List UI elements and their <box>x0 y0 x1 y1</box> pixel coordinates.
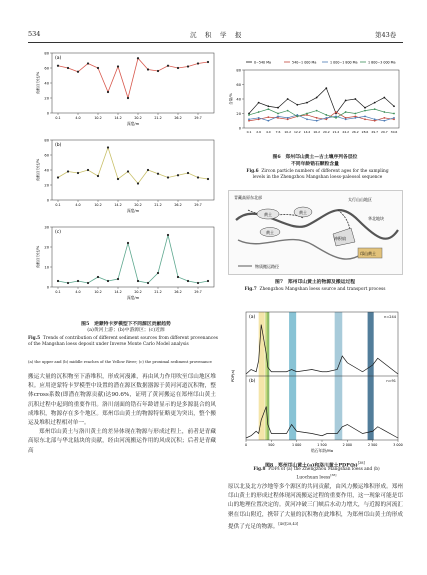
fig5-data-point <box>97 175 99 177</box>
fig5-data-point <box>167 176 169 178</box>
fig5-data-point <box>167 234 169 236</box>
fig5-data-point <box>107 146 109 148</box>
fig6-legend-label: 1 800~3 000 Ma <box>368 60 396 65</box>
fig6-data-point <box>383 111 385 113</box>
fig5-panel-frame <box>52 53 214 113</box>
fig6-data-point <box>325 87 327 89</box>
fig5-data-point <box>167 65 169 67</box>
fig5-ytick-label: 30 <box>44 225 49 230</box>
fig6-data-point <box>267 108 269 110</box>
fig6-data-point <box>374 108 376 110</box>
fig5-data-point <box>147 68 149 70</box>
fig8-tag-b: (b) <box>249 379 256 384</box>
fig5-series-line <box>58 148 208 184</box>
fig5-xtick-label: 29.7 <box>194 116 202 120</box>
body-paragraph-right <box>228 483 403 532</box>
fig7-label-loess-1: 黄土 <box>264 212 272 217</box>
fig6-data-point <box>277 116 279 118</box>
fig5-caption-en-note: (a) the upper and (b) middle reaches of the Yellow River; (c) the proximal sediment provenance <box>28 359 212 364</box>
fig6-data-point <box>258 102 260 104</box>
fig6-data-point <box>364 118 366 120</box>
fig6-data-point <box>296 104 298 106</box>
header-rule <box>28 42 403 43</box>
fig7-label-alluvial: 冲积扇 <box>334 236 346 241</box>
fig6-data-point <box>325 114 327 116</box>
fig6-data-point <box>393 105 395 107</box>
fig5-data-point <box>67 282 69 284</box>
fig5-panel-tag: (a) <box>55 56 62 61</box>
fig8-xtick-label: 2 500 <box>367 443 378 447</box>
fig5-data-point <box>107 280 109 282</box>
fig5-data-point <box>197 282 199 284</box>
fig5-xtick-label: 14.2 <box>114 116 122 120</box>
fig6-data-point <box>306 113 308 115</box>
fig6-caption-en-text: Zircon particle numbers of different ages for the sampling levels in the Zhengzhou Mangshan loess-paleosol sequence <box>252 169 389 180</box>
fig6-xtick-label: 4.0 <box>265 130 271 134</box>
fig5-xtick-label: 4.0 <box>75 203 81 207</box>
fig5-data-point <box>207 280 209 282</box>
fig5-data-point <box>177 276 179 278</box>
fig5-caption-cn: 图5 逆蒙特卡罗模型下不同源区贡献趋势 <box>81 321 171 327</box>
fig6-data-point <box>258 111 260 113</box>
fig5-data-point <box>147 282 149 284</box>
fig5-data-point <box>127 242 129 244</box>
fig5-data-point <box>77 280 79 282</box>
fig5-data-point <box>157 173 159 175</box>
fig7-caption-en-title: Fig.7 <box>244 287 257 292</box>
fig6-data-point <box>316 97 318 99</box>
fig6-data-point <box>354 113 356 115</box>
fig5-ytick-label: 10 <box>44 265 49 270</box>
fig6-ytick-label: 40 <box>236 97 241 102</box>
page-number: 534 <box>28 30 41 38</box>
fig6-ytick-label: 20 <box>236 111 241 116</box>
fig5-ytick-label: 60 <box>44 66 49 71</box>
fig6-data-point <box>345 118 347 120</box>
fig5-data-point <box>87 62 89 64</box>
fig6-data-point <box>277 113 279 115</box>
fig8-xtick-label: 1 000 <box>291 443 302 447</box>
fig5-caption-en-title: Fig.5 <box>28 336 41 341</box>
fig8-caption-cn-ref: [38] <box>357 461 365 465</box>
fig6-data-point <box>296 116 298 118</box>
fig6-xtick-label: 20.2 <box>322 130 330 134</box>
fig5-data-point <box>117 178 119 180</box>
fig6-data-point <box>345 111 347 113</box>
fig5-data-point <box>67 67 69 69</box>
fig6-data-point <box>258 117 260 119</box>
fig8-xtick-label: 0 <box>244 443 248 447</box>
fig5-ylabel: 贡献百分比/% <box>36 158 40 182</box>
fig5-data-point <box>137 57 139 59</box>
fig7-caption-en-text: Zhengzhou Mangshan loess source and transport process <box>259 287 386 292</box>
fig5-xtick-label: 21.2 <box>154 116 162 120</box>
fig6-xtick-label: 16.2 <box>313 130 321 134</box>
fig6-legend-label: 1 000~1 800 Ma <box>330 60 358 65</box>
fig6-legend-label: 540~1 000 Ma <box>292 60 317 65</box>
fig5-caption-cn-sub: (a)黄河上游；(b)中游源区；(c)近源 <box>87 328 165 333</box>
fig6-data-point <box>383 117 385 119</box>
fig6-xtick-label: 10.2 <box>284 130 292 134</box>
fig5-data-point <box>197 62 199 64</box>
fig5-panel-tag: (c) <box>55 230 61 235</box>
fig5-data-point <box>57 65 59 67</box>
fig5-series-line <box>58 235 208 283</box>
fig5-xtick-label: 14.2 <box>114 203 122 207</box>
fig8-caption-en-ref: [38] <box>330 472 337 477</box>
fig5-ytick-label: 0 <box>46 285 49 290</box>
fig6-legend-label: 0~540 Ma <box>254 60 272 65</box>
fig6-ytick-label: 60 <box>236 82 241 87</box>
fig5-xtick-label: 0.1 <box>55 290 61 294</box>
fig6-caption-en <box>240 169 395 180</box>
fig5-data-point <box>97 276 99 278</box>
fig6-caption-en-title: Fig.6 <box>246 169 259 174</box>
fig7-caption-cn: 图7 郑州邙山黄土的物源及搬运过程 <box>274 279 356 285</box>
fig7-label-taihang: 太行山山地区 <box>348 197 372 202</box>
fig5-data-point <box>67 170 69 172</box>
fig5-data-point <box>127 170 129 172</box>
fig8-n-b: n=91 <box>386 379 396 383</box>
fig5-panel-3 <box>35 225 214 300</box>
fig7-label-north-china: 华北地块 <box>368 216 384 221</box>
fig6-xtick-label: 14.2 <box>303 130 311 134</box>
fig6-ylabel: 含量/% <box>229 93 233 105</box>
fig6-data-point <box>374 118 376 120</box>
fig5-xtick-label: 29.7 <box>194 290 202 294</box>
fig5-xtick-label: 0.1 <box>55 203 61 207</box>
fig6-data-point <box>335 111 337 113</box>
fig5-data-point <box>77 172 79 174</box>
fig5-xlabel: 深度/m <box>126 208 140 213</box>
fig6-xtick-label: 30.6 <box>390 130 398 134</box>
fig6-xtick-label: 0.1 <box>246 130 252 134</box>
fig6-data-point <box>306 118 308 120</box>
fig5-xtick-label: 29.7 <box>194 203 202 207</box>
fig5-data-point <box>77 71 79 73</box>
fig5-panel-frame <box>52 140 214 200</box>
fig6-series-line <box>249 109 394 118</box>
fig5-xtick-label: 21.2 <box>154 203 162 207</box>
fig6-data-point <box>335 117 337 119</box>
fig8-xtick-label: 3 000 <box>393 443 403 447</box>
fig5-panel-frame <box>52 227 214 287</box>
fig6-xtick-label: 2.6 <box>256 130 262 134</box>
fig6-data-point <box>383 120 385 122</box>
fig7-caption-en <box>226 287 404 293</box>
fig5-xtick-label: 26.2 <box>174 116 182 120</box>
fig5-ytick-label: 20 <box>44 96 49 101</box>
fig5-panel-tag: (b) <box>55 143 62 148</box>
fig6-data-point <box>383 97 385 99</box>
figure-6 <box>228 58 403 153</box>
fig5-data-point <box>197 176 199 178</box>
fig6-data-point <box>287 110 289 112</box>
fig5-xtick-label: 21.2 <box>154 290 162 294</box>
fig8-xtick-label: 1 500 <box>317 443 327 447</box>
fig5-caption-en-text: Trends of contribution of different sediment sources from different provenances of the Mangshan loess deposit under Inverse Monte Carlo Model analysis <box>28 336 218 347</box>
fig5-xtick-label: 4.0 <box>75 116 81 120</box>
fig6-data-point <box>316 117 318 119</box>
fig6-caption-cn2: 不同年龄锆石颗粒含量 <box>291 161 339 167</box>
fig6-xtick-label: 12.2 <box>293 130 301 134</box>
fig6-data-point <box>316 120 318 122</box>
fig7-label-loess-3: 黄土 <box>266 230 274 235</box>
fig6-data-point <box>354 117 356 119</box>
body-right-text: 原以北及北方沙地等多个源区的共同贡献，由风力搬运堆积形成。郑州邙山黄土的形成过程体现河流搬运过程的重要作用，这一现象可能是邙山的地理位置决定的。黄河冲破三门峡后水动力增大，与近源的河流汇聚在邙山附近，携带了大量的沉积物在此堆积，为郑州邙山黄土的形成提供了充足的物源。 <box>228 484 403 530</box>
figure-5 <box>30 47 220 309</box>
fig6-data-point <box>364 110 366 112</box>
fig5-data-point <box>137 182 139 184</box>
fig8-xtick-label: 2 000 <box>342 443 353 447</box>
fig5-data-point <box>57 280 59 282</box>
fig7-label-loess-2: 黄土 <box>299 210 307 215</box>
fig5-ytick-label: 60 <box>44 153 49 158</box>
fig6-xtick-label: 21.2 <box>332 130 340 134</box>
fig5-data-point <box>57 176 59 178</box>
body-text-right <box>228 483 403 532</box>
fig5-ytick-label: 40 <box>44 168 49 173</box>
fig6-data-point <box>354 98 356 100</box>
fig5-panel-2 <box>35 138 214 213</box>
fig6-data-point <box>364 116 366 118</box>
fig5-data-point <box>137 280 139 282</box>
body-paragraph-left-1: 搬运大量的沉积物至下游堆积，形成河漫滩，再由风力作用吹至邙山地区堆积。应用逆蒙特卡罗模型中设置的潜在源区数据器源于黄河河道沉积物，整体cross系数(即潜在物源贡献)达90.6%，证明了黄河搬运在郑州邙山黄土沉积过程中起到的重要作用。洛川剖面的锆石年龄谱显示的是多源混合的风成堆积，物源存在多个地区。郑州邙山黄土的物源特征略更为突出，整个搬运及堆积过程相对单一。 <box>28 374 216 427</box>
fig5-data-point <box>157 272 159 274</box>
fig5-ytick-label: 40 <box>44 81 49 86</box>
fig7-label-mangshan: 邙山黄土 <box>360 251 376 256</box>
fig5-xtick-label: 20.2 <box>134 116 142 120</box>
fig6-data-point <box>287 117 289 119</box>
fig5-xlabel: 深度/m <box>126 295 140 300</box>
fig5-data-point <box>207 61 209 63</box>
fig5-data-point <box>157 70 159 72</box>
body-right-ref-2: [28,43] <box>285 521 299 526</box>
fig5-ytick-label: 20 <box>44 245 49 250</box>
fig5-data-point <box>177 67 179 69</box>
fig5-xtick-label: 4.0 <box>75 290 81 294</box>
fig5-ytick-label: 0 <box>46 111 49 116</box>
fig5-data-point <box>117 65 119 67</box>
fig5-data-point <box>207 178 209 180</box>
fig6-xtick-label: 29.7 <box>380 130 388 134</box>
fig5-data-point <box>187 65 189 67</box>
fig5-xtick-label: 26.2 <box>174 290 182 294</box>
fig5-ytick-label: 20 <box>44 183 49 188</box>
fig5-data-point <box>97 67 99 69</box>
fig5-data-point <box>187 280 189 282</box>
fig5-xtick-label: 10.2 <box>94 116 102 120</box>
fig8-ylabel: PDP(a) <box>231 369 235 383</box>
fig5-data-point <box>87 169 89 171</box>
fig6-data-point <box>374 102 376 104</box>
body-right-ref-1: [40] <box>278 521 286 526</box>
fig5-data-point <box>87 282 89 284</box>
figure-8 <box>228 308 403 456</box>
fig5-ylabel: 贡献百分比/% <box>36 245 40 269</box>
fig8-caption-cn-text: 图8 郑州邙山黄土(a)和洛川黄土PDP(b) <box>265 462 358 469</box>
fig5-series-line <box>58 58 208 98</box>
body-text-left <box>28 373 216 456</box>
fig6-data-point <box>248 114 250 116</box>
fig5-ytick-label: 80 <box>44 138 49 143</box>
fig7-legend-label: 物质搬运路径 <box>255 264 279 269</box>
fig5-xtick-label: 14.2 <box>114 290 122 294</box>
fig5-data-point <box>177 174 179 176</box>
fig5-ylabel: 贡献百分比/% <box>36 71 40 95</box>
fig6-data-point <box>277 107 279 109</box>
fig6-xtick-label: 24.2 <box>342 130 350 134</box>
fig5-xtick-label: 10.2 <box>94 290 102 294</box>
fig5-panel-1 <box>35 51 214 126</box>
fig5-xtick-label: 10.2 <box>94 203 102 207</box>
fig6-data-point <box>306 102 308 104</box>
fig6-caption-cn: 图6 郑州邙山黄土—古土壤序列各层位 <box>272 154 358 160</box>
fig6-data-point <box>267 116 269 118</box>
fig5-data-point <box>187 172 189 174</box>
journal-title: 沉 积 学 报 <box>190 31 243 39</box>
fig6-xtick-label: 28.6 <box>361 130 369 134</box>
fig8-caption-en-title: Fig.8 <box>253 467 266 472</box>
fig6-ytick-label: 0 <box>238 126 241 131</box>
fig5-data-point <box>127 97 129 99</box>
fig8-caption-en-text: PDPs of (a) the Zhengzhou Mangshan loess and (b) Luochuan loess <box>268 467 380 481</box>
volume-label: 第43卷 <box>375 31 397 39</box>
fig6-data-point <box>393 117 395 119</box>
fig6-xtick-label: 29.7 <box>371 130 379 134</box>
fig6-data-point <box>248 118 250 120</box>
fig5-ytick-label: 0 <box>46 198 49 203</box>
fig6-data-point <box>267 120 269 122</box>
fig6-ytick-label: 80 <box>236 68 241 73</box>
fig6-data-point <box>325 117 327 119</box>
fig5-xtick-label: 26.2 <box>174 203 182 207</box>
fig6-data-point <box>364 107 366 109</box>
fig6-data-point <box>345 100 347 102</box>
fig5-xtick-label: 0.1 <box>55 116 61 120</box>
fig8-xtick-label: 500 <box>268 443 275 447</box>
fig8-n-a: n=244 <box>384 315 396 319</box>
fig8-caption-en <box>244 467 389 481</box>
fig5-data-point <box>107 91 109 93</box>
fig7-label-qilian: 青藏高原东北部 <box>234 195 262 200</box>
fig6-xtick-label: 26.2 <box>351 130 359 134</box>
fig8-tag-a: (a) <box>249 315 256 320</box>
fig5-data-point <box>117 278 119 280</box>
fig5-data-point <box>147 169 149 171</box>
fig5-caption-en <box>28 336 220 347</box>
fig5-xtick-label: 20.2 <box>134 203 142 207</box>
body-paragraph-left-2: 郑州邙山黄土与洛川黄土的差异体现在物源与形成过程上，前者是青藏高原东北部与华北陆块的贡献，经由河流搬运作用的风成沉积；后者是青藏高 <box>28 429 216 454</box>
fig6-series-line <box>249 115 394 121</box>
fig8-xlabel: 锆石年龄/Ma <box>310 448 334 453</box>
fig6-data-point <box>316 110 318 112</box>
fig6-data-point <box>393 113 395 115</box>
fig6-data-point <box>267 105 269 107</box>
fig5-ytick-label: 80 <box>44 51 49 56</box>
fig5-xtick-label: 20.2 <box>134 290 142 294</box>
fig5-xlabel: 深度/m <box>126 121 140 126</box>
fig6-data-point <box>287 98 289 100</box>
fig6-xtick-label: 7.6 <box>275 130 281 134</box>
figure-7 <box>228 190 403 275</box>
